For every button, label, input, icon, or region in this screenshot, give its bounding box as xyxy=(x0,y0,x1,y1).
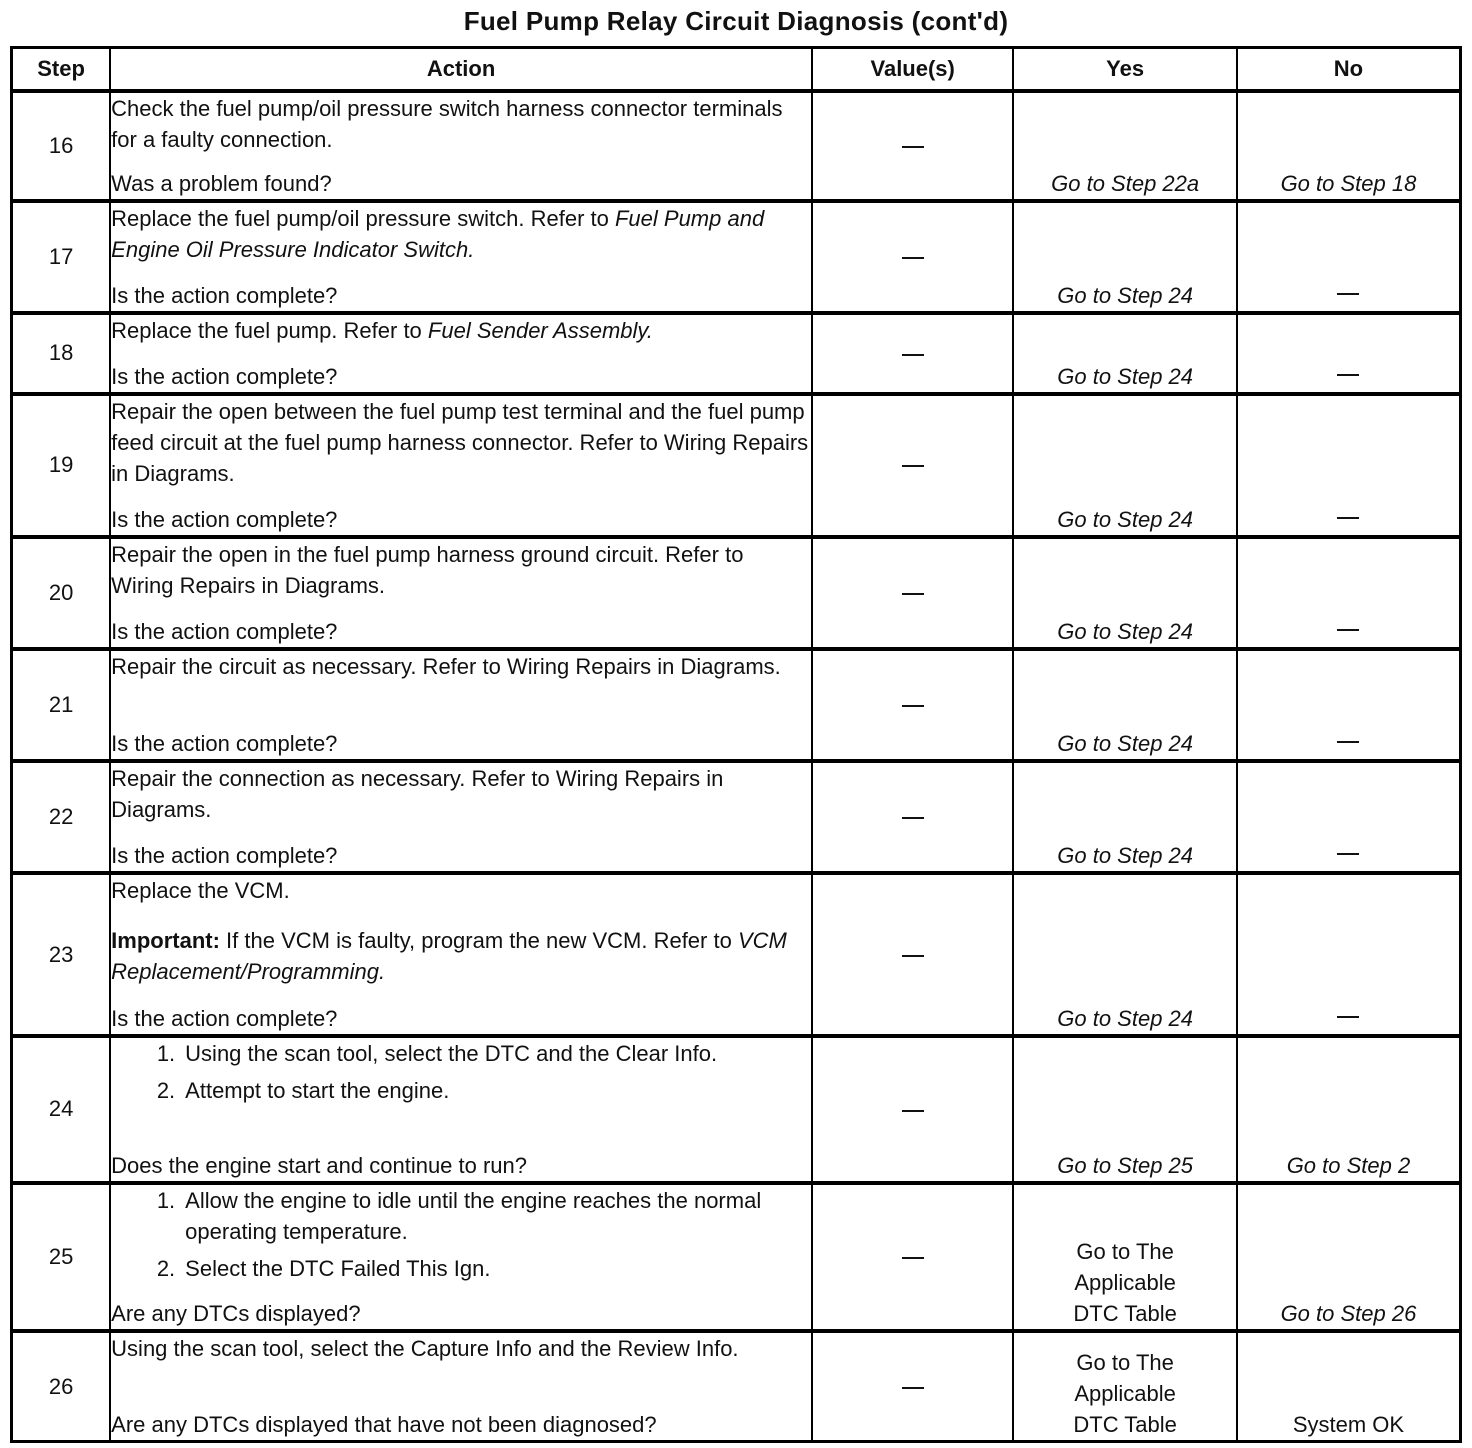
header-step: Step xyxy=(12,48,111,92)
diagnosis-table xyxy=(10,46,1462,1443)
action-question: Is the action complete? xyxy=(111,283,338,309)
list-item: 1. Allow the engine to idle until the engine reaches the normal operating temperature. xyxy=(156,1187,762,1244)
table-row xyxy=(12,201,1461,313)
yes-cell xyxy=(1013,537,1237,649)
value-dash xyxy=(902,955,924,957)
yes-goto: Go to The Applicable DTC Table xyxy=(1073,1239,1177,1327)
step-number: 24 xyxy=(12,1036,111,1183)
list-item: 2. Attempt to start the engine. xyxy=(156,1077,450,1103)
no-cell xyxy=(1237,537,1461,649)
yes-cell xyxy=(1013,1183,1237,1331)
no-cell xyxy=(1237,1036,1461,1183)
table-row xyxy=(12,873,1461,1035)
step-number: 16 xyxy=(12,91,111,201)
yes-goto: Go to Step 24 xyxy=(1057,619,1194,644)
yes-goto: Go to Step 24 xyxy=(1057,363,1194,389)
step-number: 18 xyxy=(12,313,111,393)
no-cell xyxy=(1237,394,1461,537)
manual-reference: Fuel Pump and Engine Oil Pressure Indicator Switch. xyxy=(111,206,765,263)
yes-goto: Go to Step 24 xyxy=(1057,506,1194,532)
action-cell xyxy=(110,873,812,1035)
table-row xyxy=(12,1183,1461,1331)
no-dash xyxy=(1337,517,1359,519)
header-no: No xyxy=(1237,48,1461,92)
table-row xyxy=(12,313,1461,393)
table-row xyxy=(12,537,1461,649)
yes-cell xyxy=(1013,1036,1237,1183)
yes-goto: Go to Step 24 xyxy=(1057,1005,1194,1031)
no-dash xyxy=(1337,853,1359,855)
table-row xyxy=(12,1331,1461,1441)
step-number: 19 xyxy=(12,394,111,537)
yes-goto: Go to Step 22a xyxy=(1051,171,1200,197)
value-dash xyxy=(902,1110,924,1112)
yes-goto: Go to Step 24 xyxy=(1057,843,1194,869)
no-dash xyxy=(1337,293,1359,295)
header-values: Value(s) xyxy=(812,48,1013,92)
yes-goto: Go to The Applicable DTC Table xyxy=(1073,1350,1177,1437)
table-row xyxy=(12,1036,1461,1183)
value-cell xyxy=(812,91,1013,201)
action-cell xyxy=(110,201,812,313)
table-row xyxy=(12,91,1461,201)
step-number: 20 xyxy=(12,537,111,649)
table-row xyxy=(12,761,1461,873)
action-question: Is the action complete? xyxy=(111,506,338,532)
no-result: System OK xyxy=(1292,1412,1405,1437)
action-cell xyxy=(110,91,812,201)
value-cell xyxy=(812,201,1013,313)
value-cell xyxy=(812,761,1013,873)
action-cell xyxy=(110,1331,812,1441)
yes-cell xyxy=(1013,201,1237,313)
action-text: Check the fuel pump/oil pressure switch harness connector terminals for a faulty connection. xyxy=(111,96,783,152)
action-question: Is the action complete? xyxy=(111,843,338,869)
action-question: Are any DTCs displayed that have not been diagnosed? xyxy=(111,1412,657,1437)
value-dash xyxy=(902,817,924,819)
action-text: Repair the connection as necessary. Refer to Wiring Repairs in Diagrams. xyxy=(111,766,724,823)
value-cell xyxy=(812,649,1013,761)
no-cell xyxy=(1237,873,1461,1035)
no-cell xyxy=(1237,1331,1461,1441)
value-cell xyxy=(812,1036,1013,1183)
value-cell xyxy=(812,537,1013,649)
value-dash xyxy=(902,354,924,356)
action-cell xyxy=(110,1183,812,1331)
value-dash xyxy=(902,257,924,259)
yes-cell xyxy=(1013,394,1237,537)
action-question: Is the action complete? xyxy=(111,1005,338,1031)
no-cell xyxy=(1237,313,1461,393)
action-text: Repair the open between the fuel pump test terminal and the fuel pump feed circuit at the fuel pump harness connector. Refer to Wiring Repairs in Diagrams. xyxy=(111,398,809,486)
value-cell xyxy=(812,1183,1013,1331)
action-text: Repair the circuit as necessary. Refer to Wiring Repairs in Diagrams. xyxy=(111,654,781,679)
value-dash xyxy=(902,1387,924,1389)
manual-reference: Fuel Sender Assembly. xyxy=(427,318,653,344)
table-row xyxy=(12,394,1461,537)
no-dash xyxy=(1337,1016,1359,1018)
header-yes: Yes xyxy=(1013,48,1237,92)
action-text: Repair the open in the fuel pump harness ground circuit. Refer to Wiring Repairs in Diagrams. xyxy=(111,541,744,598)
no-cell xyxy=(1237,649,1461,761)
list-item: 2. Select the DTC Failed This Ign. xyxy=(156,1255,491,1281)
yes-cell xyxy=(1013,313,1237,393)
yes-cell xyxy=(1013,91,1237,201)
no-dash xyxy=(1337,374,1359,376)
action-cell xyxy=(110,761,812,873)
yes-goto: Go to Step 24 xyxy=(1057,731,1194,757)
action-text: Replace the fuel pump. Refer to Fuel Sender Assembly. xyxy=(111,318,653,344)
value-cell xyxy=(812,873,1013,1035)
no-cell xyxy=(1237,201,1461,313)
yes-cell xyxy=(1013,873,1237,1035)
no-goto: Go to Step 18 xyxy=(1280,171,1417,197)
no-dash xyxy=(1337,629,1359,631)
action-cell xyxy=(110,394,812,537)
numbered-list xyxy=(111,1038,811,1112)
no-dash xyxy=(1337,741,1359,743)
table-row xyxy=(12,649,1461,761)
action-question: Was a problem found? xyxy=(111,171,332,197)
step-number: 21 xyxy=(12,649,111,761)
page-title: Fuel Pump Relay Circuit Diagnosis (cont'd) xyxy=(463,6,1009,36)
yes-cell xyxy=(1013,761,1237,873)
value-dash xyxy=(902,465,924,467)
yes-goto: Go to Step 24 xyxy=(1057,283,1194,309)
action-text: Using the scan tool, select the Capture Info and the Review Info. xyxy=(111,1336,739,1362)
yes-cell xyxy=(1013,1331,1237,1441)
header-row xyxy=(12,48,1461,92)
value-cell xyxy=(812,1331,1013,1441)
yes-goto: Go to Step 25 xyxy=(1057,1152,1194,1178)
value-dash xyxy=(902,705,924,707)
action-text: Replace the fuel pump/oil pressure switch. Refer to Fuel Pump and Engine Oil Pressure Indicator Switch. xyxy=(111,206,765,263)
action-text: Replace the VCM. xyxy=(111,878,290,904)
numbered-list xyxy=(111,1185,811,1290)
step-number: 25 xyxy=(12,1183,111,1331)
action-cell xyxy=(110,649,812,761)
no-cell xyxy=(1237,761,1461,873)
value-dash xyxy=(902,1257,924,1259)
action-question: Is the action complete? xyxy=(111,731,338,757)
value-cell xyxy=(812,313,1013,393)
no-cell xyxy=(1237,1183,1461,1331)
value-dash xyxy=(902,593,924,595)
manual-reference: VCM Replacement/Programming. xyxy=(111,927,787,984)
step-number: 17 xyxy=(12,201,111,313)
no-goto: Go to Step 26 xyxy=(1280,1301,1417,1327)
important-note: Important: If the VCM is faulty, program the new VCM. Refer to VCM Replacement/Programming. xyxy=(111,927,787,984)
step-number: 23 xyxy=(12,873,111,1035)
no-cell xyxy=(1237,91,1461,201)
step-number: 22 xyxy=(12,761,111,873)
header-action: Action xyxy=(110,48,812,92)
list-item: 1. Using the scan tool, select the DTC and the Clear Info. xyxy=(156,1040,718,1066)
yes-cell xyxy=(1013,649,1237,761)
action-question: Does the engine start and continue to run? xyxy=(111,1152,528,1178)
step-number: 26 xyxy=(12,1331,111,1441)
action-question: Are any DTCs displayed? xyxy=(111,1301,361,1327)
value-cell xyxy=(812,394,1013,537)
action-cell xyxy=(110,313,812,393)
value-dash xyxy=(902,146,924,148)
no-goto: Go to Step 2 xyxy=(1286,1152,1411,1178)
action-cell xyxy=(110,1036,812,1183)
action-cell xyxy=(110,537,812,649)
action-question: Is the action complete? xyxy=(111,363,338,389)
action-question: Is the action complete? xyxy=(111,619,338,644)
